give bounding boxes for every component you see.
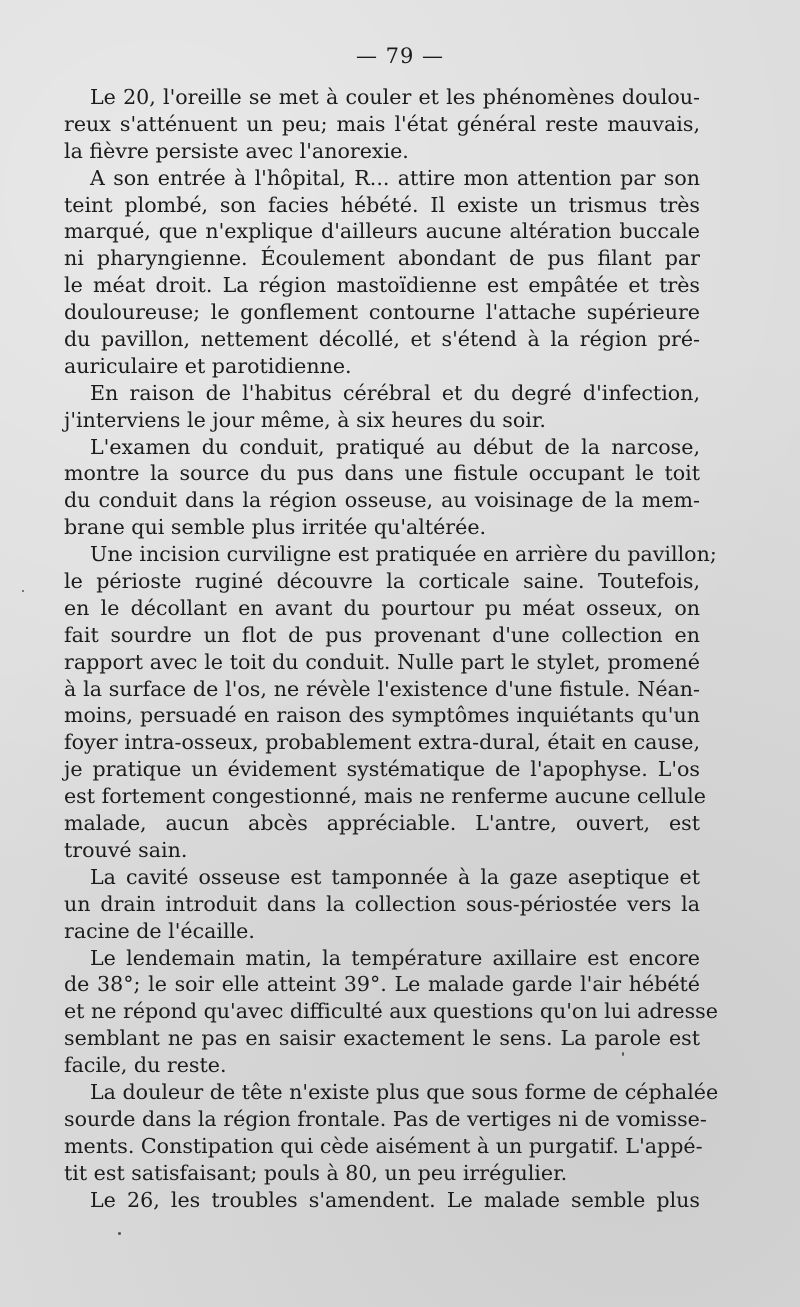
- text-line: j'interviens le jour même, à six heures du soir.: [64, 407, 546, 432]
- text-line: Une incision curviligne est pratiquée en arrière du pavillon;: [90, 542, 717, 567]
- paper-speck: [118, 1232, 121, 1235]
- text-line: douloureuse; le gonflement contourne l'attache supérieure: [64, 300, 700, 325]
- text-line: Le lendemain matin, la température axillaire est encore: [90, 945, 700, 970]
- text-line: La douleur de tête n'existe plus que sous forme de céphalée: [90, 1079, 719, 1104]
- text-line: le périoste ruginé découvre la corticale saine. Toutefois,: [64, 569, 700, 594]
- text-line: brane qui semble plus irritée qu'altérée.: [64, 515, 487, 540]
- paper-speck: [622, 1052, 624, 1056]
- text-line: semblant ne pas en saisir exactement le sens. La parole est: [64, 1026, 700, 1051]
- text-line: auriculaire et parotidienne.: [64, 353, 352, 378]
- text-line: reux s'atténuent un peu; mais l'état général reste mauvais,: [64, 111, 700, 136]
- text-line: A son entrée à l'hôpital, R... attire mon attention par son: [90, 165, 700, 190]
- body-text: [64, 84, 719, 1213]
- text-line: foyer intra-osseux, probablement extra-dural, était en cause,: [64, 730, 700, 755]
- text-line: le méat droit. La région mastoïdienne est empâtée et très: [64, 273, 700, 298]
- paper-speck: [22, 590, 24, 592]
- text-line: teint plombé, son facies hébété. Il existe un trismus très: [64, 192, 700, 217]
- text-line: La cavité osseuse est tamponnée à la gaze aseptique et: [90, 864, 700, 889]
- text-line: Le 20, l'oreille se met à couler et les phénomènes doulou-: [90, 85, 700, 109]
- text-line: ments. Constipation qui cède aisément à un purgatif. L'appé-: [64, 1133, 703, 1158]
- text-line: du pavillon, nettement décollé, et s'étend à la région pré-: [64, 327, 700, 352]
- text-line: En raison de l'habitus cérébral et du degré d'infection,: [90, 380, 700, 405]
- text-line: Le 26, les troubles s'amendent. Le malade semble plus: [90, 1187, 700, 1212]
- page-number: — 79 —: [355, 44, 445, 68]
- text-line: du conduit dans la région osseuse, au voisinage de la mem-: [64, 488, 700, 513]
- text-line: tit est satisfaisant; pouls à 80, un peu irrégulier.: [64, 1160, 568, 1185]
- text-line: montre la source du pus dans une fistule occupant le toit: [64, 461, 700, 486]
- text-line: trouvé sain.: [64, 837, 188, 862]
- text-line: sourde dans la région frontale. Pas de vertiges ni de vomisse-: [64, 1106, 707, 1131]
- text-line: un drain introduit dans la collection sous-périostée vers la: [64, 891, 700, 916]
- text-line: la fièvre persiste avec l'anorexie.: [64, 138, 409, 163]
- text-line: de 38°; le soir elle atteint 39°. Le malade garde l'air hébété: [64, 972, 700, 997]
- text-line: ni pharyngienne. Écoulement abondant de pus filant par: [64, 246, 700, 271]
- text-line: à la surface de l'os, ne révèle l'existence d'une fistule. Néan-: [64, 676, 700, 701]
- text-line: fait sourdre un flot de pus provenant d'une collection en: [64, 622, 700, 647]
- text-line: moins, persuadé en raison des symptômes inquiétants qu'un: [64, 703, 700, 728]
- text-line: je pratique un évidement systématique de l'apophyse. L'os: [64, 757, 700, 782]
- text-line: malade, aucun abcès appréciable. L'antre, ouvert, est: [64, 811, 700, 836]
- text-line: racine de l'écaille.: [64, 918, 255, 943]
- text-line: marqué, que n'explique d'ailleurs aucune altération buccale: [64, 219, 700, 244]
- text-line: rapport avec le toit du conduit. Nulle part le stylet, promené: [64, 649, 700, 674]
- text-line: et ne répond qu'avec difficulté aux questions qu'on lui adresse: [64, 999, 718, 1024]
- text-line: en le décollant en avant du pourtour pu méat osseux, on: [64, 595, 700, 620]
- text-line: est fortement congestionné, mais ne renferme aucune cellule: [64, 784, 706, 809]
- text-line: facile, du reste.: [64, 1053, 227, 1078]
- text-line: L'examen du conduit, pratiqué au début de la narcose,: [90, 434, 700, 459]
